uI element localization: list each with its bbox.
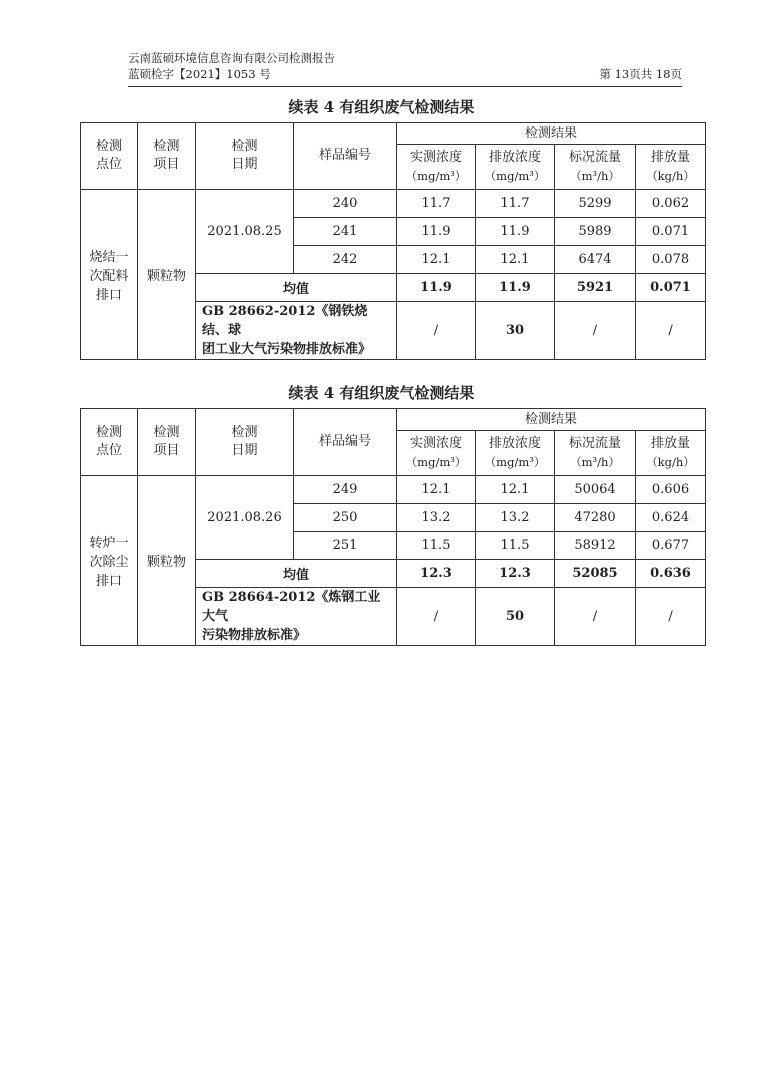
mean-measured: 11.9 [397, 274, 476, 302]
rate-cell: 0.062 [636, 190, 706, 218]
sample-cell: 251 [294, 532, 397, 560]
sample-cell: 250 [294, 504, 397, 532]
flow-cell: 50064 [555, 476, 636, 504]
mean-measured: 12.3 [397, 560, 476, 588]
header-emission-conc: 排放浓度 （mg/m³） [476, 431, 555, 476]
header-item: 检测 项目 [138, 123, 196, 190]
sample-cell: 240 [294, 190, 397, 218]
date-cell: 2021.08.25 [196, 190, 294, 274]
results-table [80, 122, 706, 360]
mean-label: 均值 [196, 274, 397, 302]
standard-measured: / [397, 588, 476, 646]
mean-rate: 0.071 [636, 274, 706, 302]
header-sample: 样品编号 [294, 123, 397, 190]
measured-cell: 12.1 [397, 246, 476, 274]
flow-cell: 5989 [555, 218, 636, 246]
standard-rate: / [636, 302, 706, 360]
header-sample: 样品编号 [294, 409, 397, 476]
rate-cell: 0.078 [636, 246, 706, 274]
header-date: 检测 日期 [196, 123, 294, 190]
results-table [80, 408, 706, 646]
header-measured-conc: 实测浓度 （mg/m³） [397, 431, 476, 476]
date-cell: 2021.08.26 [196, 476, 294, 560]
point-cell: 转炉一 次除尘 排口 [81, 476, 138, 646]
header-date: 检测 日期 [196, 409, 294, 476]
page-header [128, 50, 682, 82]
point-cell: 烧结一 次配料 排口 [81, 190, 138, 360]
flow-cell: 58912 [555, 532, 636, 560]
mean-flow: 5921 [555, 274, 636, 302]
emission-cell: 11.9 [476, 218, 555, 246]
header-point: 检测 点位 [81, 123, 138, 190]
mean-label: 均值 [196, 560, 397, 588]
standard-measured: / [397, 302, 476, 360]
emission-cell: 12.1 [476, 476, 555, 504]
table-row [81, 190, 706, 218]
standard-rate: / [636, 588, 706, 646]
header-emission-conc: 排放浓度 （mg/m³） [476, 145, 555, 190]
flow-cell: 47280 [555, 504, 636, 532]
rate-cell: 0.624 [636, 504, 706, 532]
header-point: 检测 点位 [81, 409, 138, 476]
item-cell: 颗粒物 [138, 190, 196, 360]
flow-cell: 6474 [555, 246, 636, 274]
header-flow: 标况流量 （m³/h） [555, 431, 636, 476]
header-rate: 排放量 （kg/h） [636, 145, 706, 190]
header-results: 检测结果 [397, 409, 706, 431]
emission-cell: 12.1 [476, 246, 555, 274]
table-caption: 续表 4 有组织废气检测结果 [288, 98, 475, 116]
header-measured-conc: 实测浓度 （mg/m³） [397, 145, 476, 190]
mean-emission: 12.3 [476, 560, 555, 588]
measured-cell: 11.5 [397, 532, 476, 560]
header-results: 检测结果 [397, 123, 706, 145]
mean-emission: 11.9 [476, 274, 555, 302]
measured-cell: 13.2 [397, 504, 476, 532]
emission-cell: 11.7 [476, 190, 555, 218]
standard-flow: / [555, 588, 636, 646]
company-name: 云南蓝硕环境信息咨询有限公司检测报告 [128, 51, 335, 65]
standard-flow: / [555, 302, 636, 360]
page-number: 第 13页共 18页 [599, 67, 682, 81]
sample-cell: 249 [294, 476, 397, 504]
mean-rate: 0.636 [636, 560, 706, 588]
emission-cell: 13.2 [476, 504, 555, 532]
table-row [81, 476, 706, 504]
table-caption: 续表 4 有组织废气检测结果 [288, 384, 475, 402]
sample-cell: 241 [294, 218, 397, 246]
header-rate: 排放量 （kg/h） [636, 431, 706, 476]
report-number: 蓝硕检字【2021】1053 号 [128, 67, 271, 81]
mean-flow: 52085 [555, 560, 636, 588]
header-divider [128, 86, 682, 87]
measured-cell: 11.7 [397, 190, 476, 218]
header-item: 检测 项目 [138, 409, 196, 476]
rate-cell: 0.677 [636, 532, 706, 560]
standard-name: GB 28662-2012《钢铁烧结、球 团工业大气污染物排放标准》 [196, 302, 397, 360]
standard-emission: 50 [476, 588, 555, 646]
rate-cell: 0.071 [636, 218, 706, 246]
measured-cell: 11.9 [397, 218, 476, 246]
rate-cell: 0.606 [636, 476, 706, 504]
sample-cell: 242 [294, 246, 397, 274]
item-cell: 颗粒物 [138, 476, 196, 646]
standard-name: GB 28664-2012《炼钢工业大气 污染物排放标准》 [196, 588, 397, 646]
flow-cell: 5299 [555, 190, 636, 218]
header-flow: 标况流量 （m³/h） [555, 145, 636, 190]
emission-cell: 11.5 [476, 532, 555, 560]
standard-emission: 30 [476, 302, 555, 360]
measured-cell: 12.1 [397, 476, 476, 504]
